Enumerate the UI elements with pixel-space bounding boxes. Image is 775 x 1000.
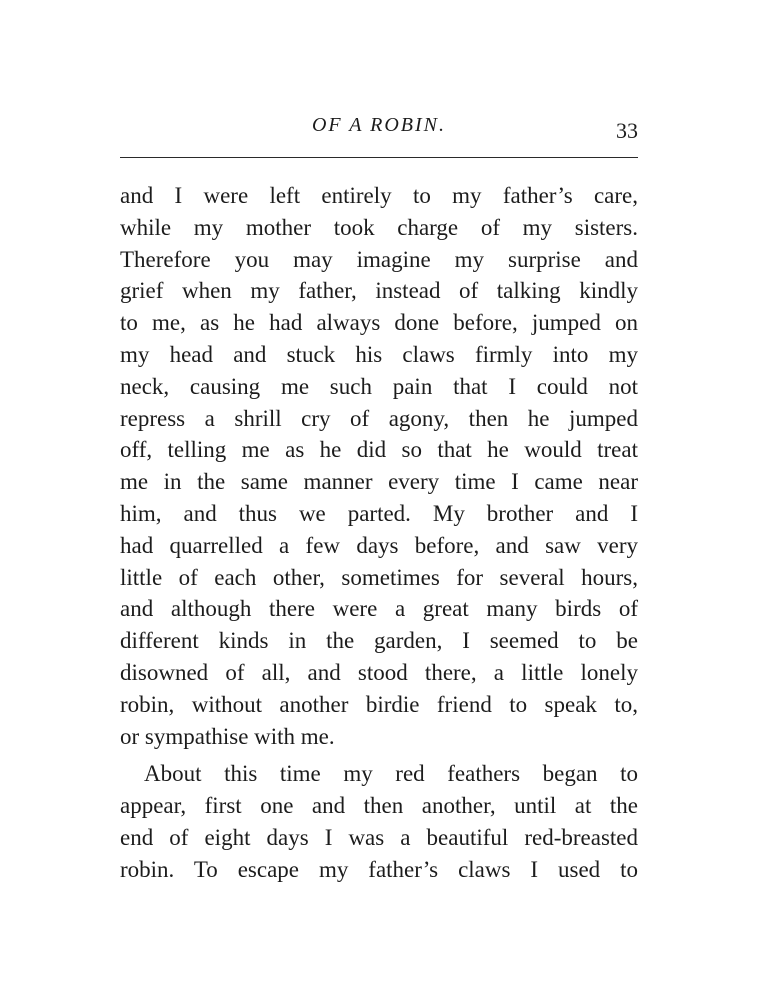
text-line: little of each other, sometimes for several hours, bbox=[120, 564, 638, 590]
text-line: while my mother took charge of my sisters. bbox=[120, 214, 638, 240]
text-line: me in the same manner every time I came near bbox=[120, 469, 638, 495]
text-line: robin, without another birdie friend to speak to, bbox=[120, 691, 638, 717]
text-line: appear, first one and then another, until at the bbox=[120, 793, 638, 819]
text-line: off, telling me as he did so that he would treat bbox=[120, 437, 638, 463]
text-line: grief when my father, instead of talking kindly bbox=[120, 278, 638, 304]
header-rule bbox=[120, 157, 638, 158]
text-line: had quarrelled a few days before, and saw very bbox=[120, 532, 638, 558]
text-line: repress a shrill cry of agony, then he jumped bbox=[120, 405, 638, 431]
body-text bbox=[120, 180, 638, 886]
text-line: neck, causing me such pain that I could not bbox=[120, 373, 638, 399]
text-line: different kinds in the garden, I seemed to be bbox=[120, 628, 638, 654]
text-line: About this time my red feathers began to bbox=[144, 761, 638, 787]
text-line: end of eight days I was a beautiful red-breasted bbox=[120, 824, 638, 850]
text-line: my head and stuck his claws firmly into my bbox=[120, 341, 638, 367]
text-line: or sympathise with me. bbox=[120, 723, 335, 749]
page-number: 33 bbox=[616, 118, 638, 143]
text-line: and I were left entirely to my father’s care, bbox=[120, 183, 638, 208]
running-title: OF A ROBIN. bbox=[311, 114, 447, 136]
text-line: him, and thus we parted. My brother and I bbox=[120, 500, 638, 526]
text-line: robin. To escape my father’s claws I used to bbox=[120, 856, 638, 882]
text-line: disowned of all, and stood there, a little lonely bbox=[120, 659, 638, 685]
text-line: Therefore you may imagine my surprise and bbox=[120, 246, 638, 272]
text-line: to me, as he had always done before, jumped on bbox=[120, 310, 638, 336]
running-head bbox=[120, 114, 638, 144]
text-line: and although there were a great many birds of bbox=[120, 596, 638, 622]
